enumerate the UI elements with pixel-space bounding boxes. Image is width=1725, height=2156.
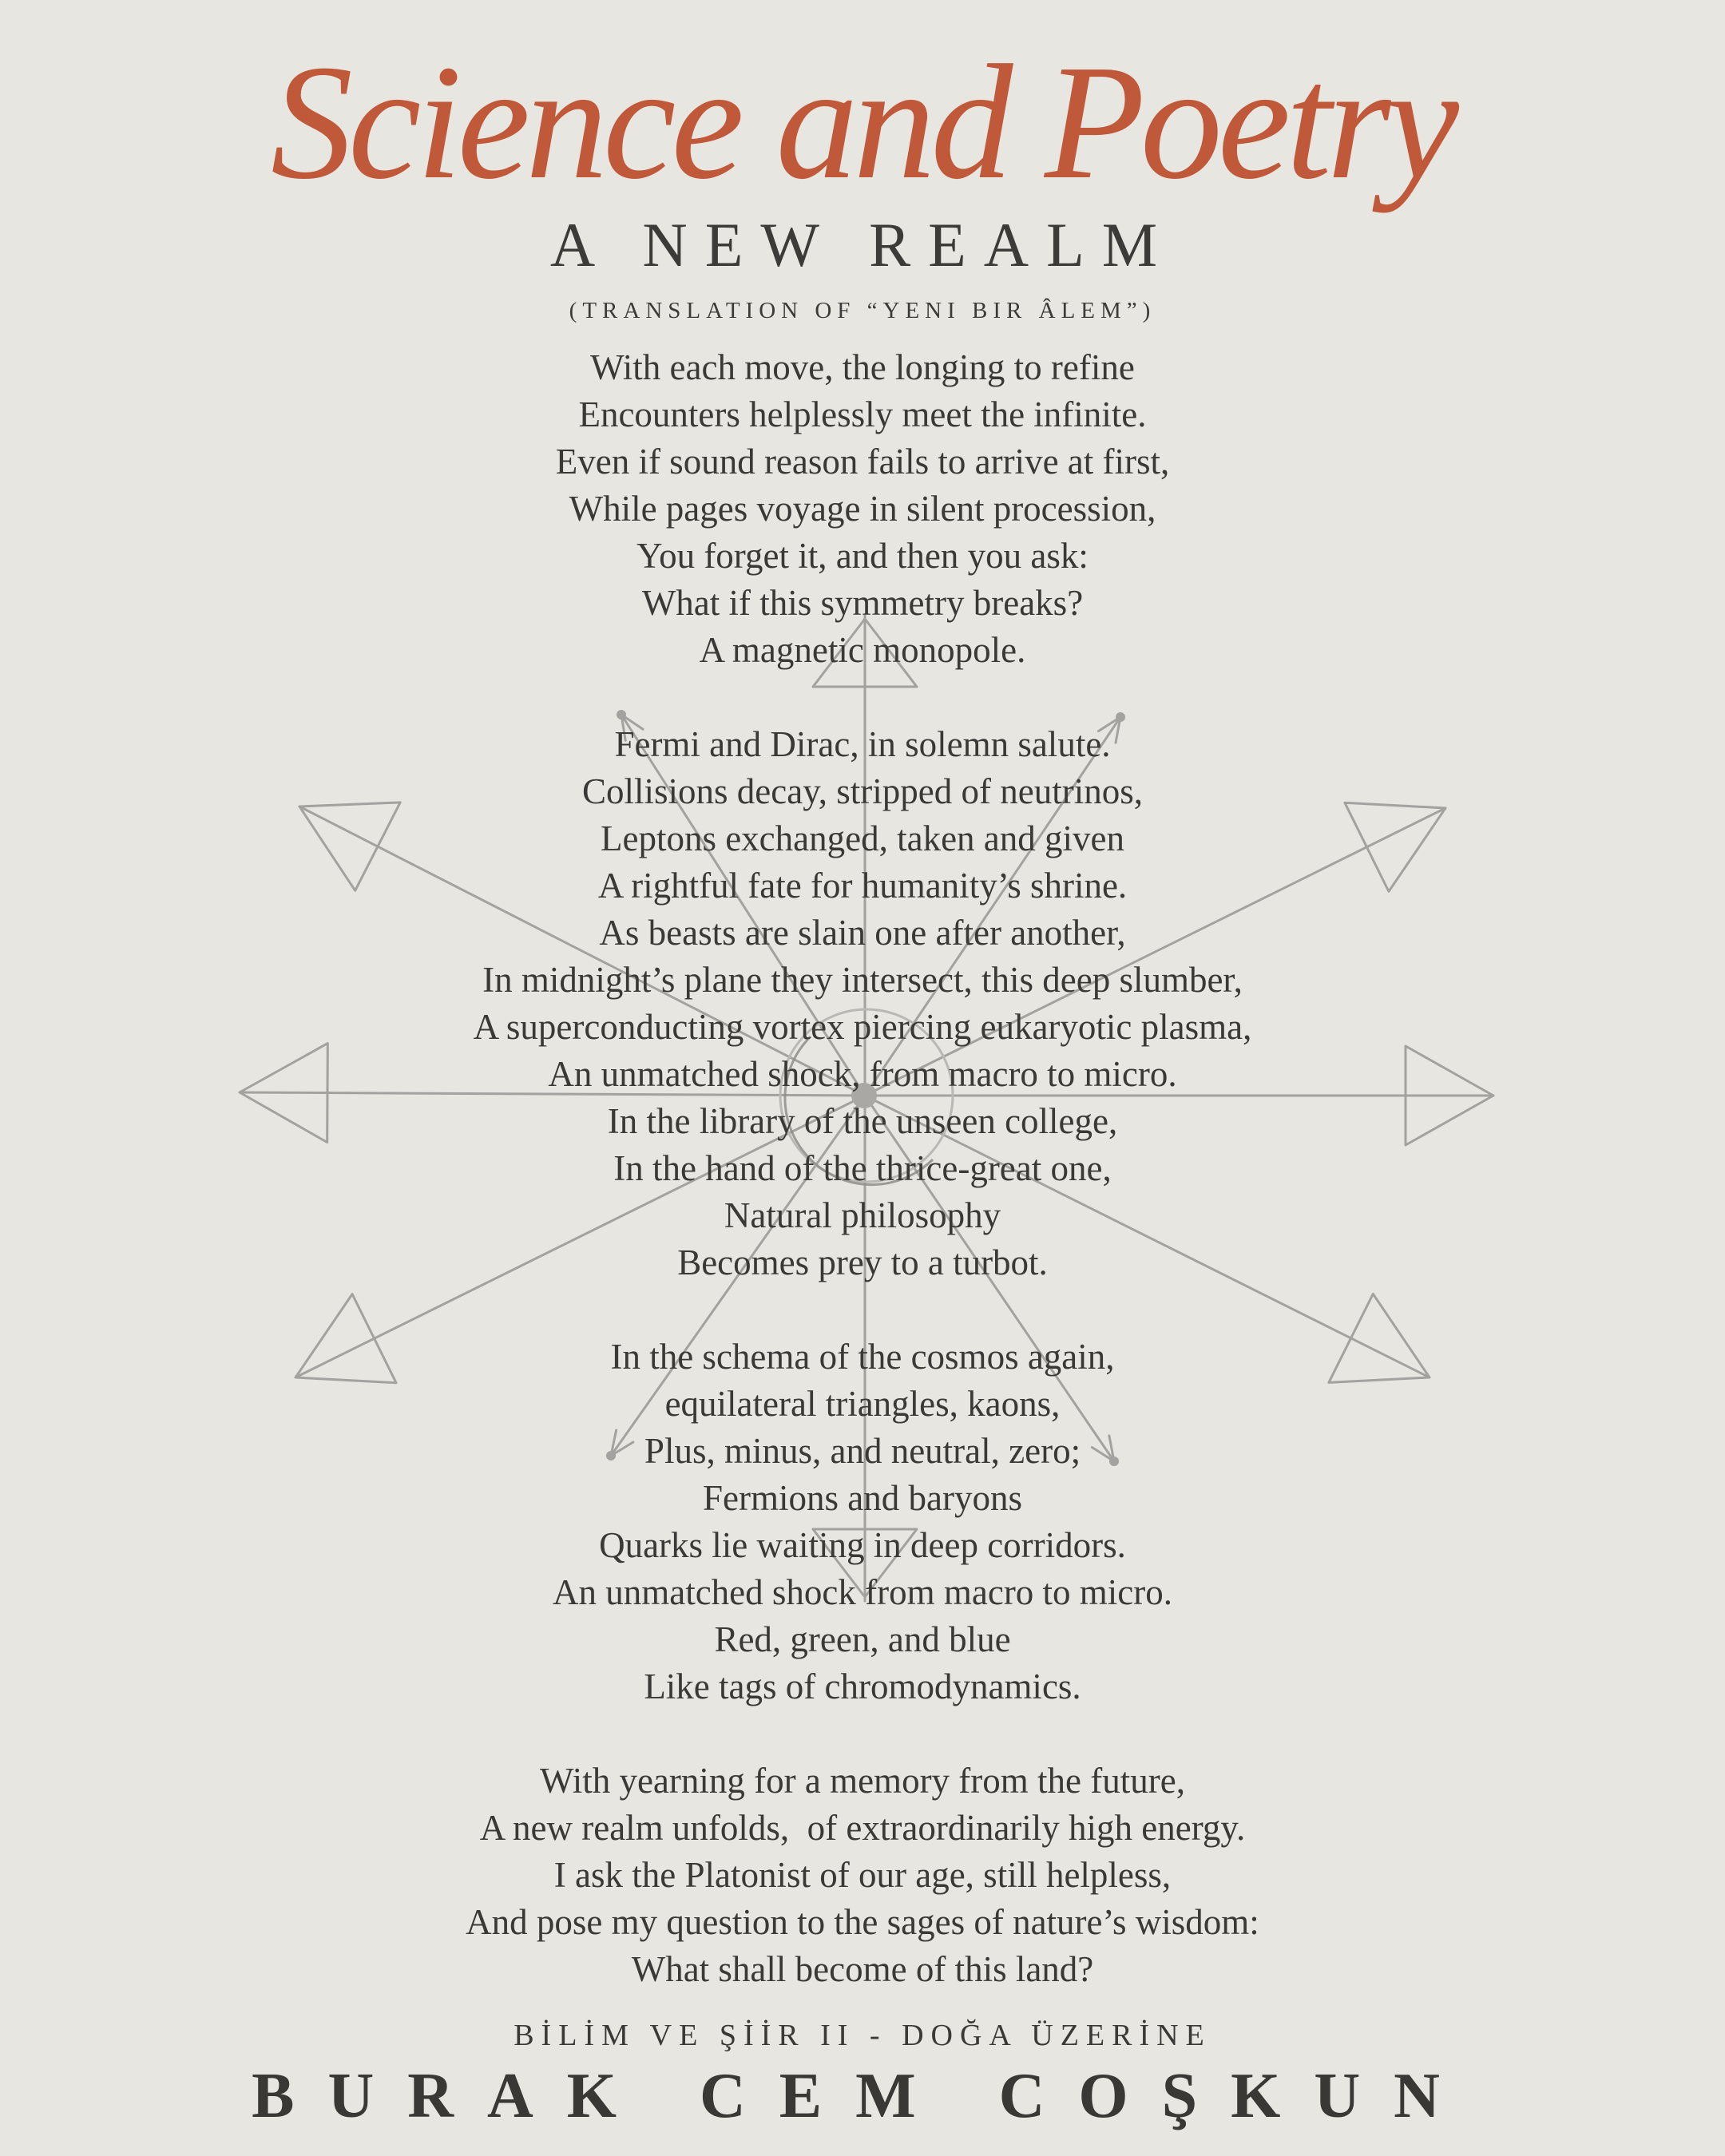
- poem-line: In the schema of the cosmos again,: [610, 1337, 1115, 1377]
- poem-line: What if this symmetry breaks?: [641, 583, 1084, 623]
- poem-line: Leptons exchanged, taken and given: [600, 818, 1124, 858]
- poem-line: A new realm unfolds, of extraordinarily high energy.: [479, 1808, 1246, 1848]
- poem-line: equilateral triangles, kaons,: [664, 1384, 1061, 1424]
- poem-line: Fermi and Dirac, in solemn salute.: [614, 724, 1111, 764]
- poem-line: Natural philosophy: [724, 1195, 1001, 1235]
- poem-line: What shall become of this land?: [631, 1949, 1094, 1989]
- poem-line: An unmatched shock, from macro to micro.: [548, 1054, 1177, 1094]
- poem-line: A magnetic monopole.: [699, 630, 1026, 670]
- stanza: [0, 1334, 1725, 1710]
- poem-line: Even if sound reason fails to arrive at first,: [555, 442, 1170, 482]
- poem-line: Quarks lie waiting in deep corridors.: [599, 1525, 1126, 1565]
- poem-line: Encounters helplessly meet the infinite.: [578, 394, 1147, 434]
- poem-line: Collisions decay, stripped of neutrinos,: [582, 771, 1143, 811]
- poem-line: In midnight’s plane they intersect, this deep slumber,: [482, 960, 1243, 1000]
- poem-line: An unmatched shock from macro to micro.: [552, 1572, 1173, 1612]
- poem-title: A NEW REALM: [549, 210, 1176, 279]
- poem-line: Like tags of chromodynamics.: [644, 1667, 1081, 1706]
- stanza: [0, 344, 1725, 674]
- poem-line: In the library of the unseen college,: [607, 1101, 1118, 1141]
- stanza: [0, 721, 1725, 1286]
- poem-line: Plus, minus, and neutral, zero;: [644, 1431, 1081, 1471]
- poem-line: As beasts are slain one after another,: [599, 913, 1126, 953]
- poem-line: I ask the Platonist of our age, still helpless,: [553, 1855, 1172, 1895]
- poem-line: You forget it, and then you ask:: [636, 536, 1089, 576]
- translation-note: (TRANSLATION OF “YENI BIR ÂLEM”): [569, 298, 1156, 323]
- poem-line: With yearning for a memory from the future,: [540, 1761, 1185, 1801]
- poem-line: Red, green, and blue: [714, 1619, 1011, 1659]
- poem-line: With each move, the longing to refine: [590, 347, 1135, 387]
- poem-line: A superconducting vortex piercing eukaryotic plasma,: [473, 1007, 1252, 1047]
- poem-line: Becomes prey to a turbot.: [677, 1242, 1048, 1282]
- stanza: [0, 1758, 1725, 1993]
- author-name: BURAK CEM COŞKUN: [252, 2061, 1473, 2131]
- poem-line: A rightful fate for humanity’s shrine.: [597, 866, 1128, 906]
- poem-line: While pages voyage in silent procession,: [569, 489, 1156, 529]
- poem-line: And pose my question to the sages of nature’s wisdom:: [466, 1902, 1259, 1942]
- series-title: BİLİM VE ŞİİR II - DOĞA ÜZERİNE: [514, 2019, 1211, 2052]
- poem-line: Fermions and baryons: [703, 1478, 1022, 1518]
- poem-line: In the hand of the thrice-great one,: [613, 1148, 1112, 1188]
- poster-title: Science and Poetry: [270, 30, 1455, 213]
- poem-body: [0, 344, 1725, 1993]
